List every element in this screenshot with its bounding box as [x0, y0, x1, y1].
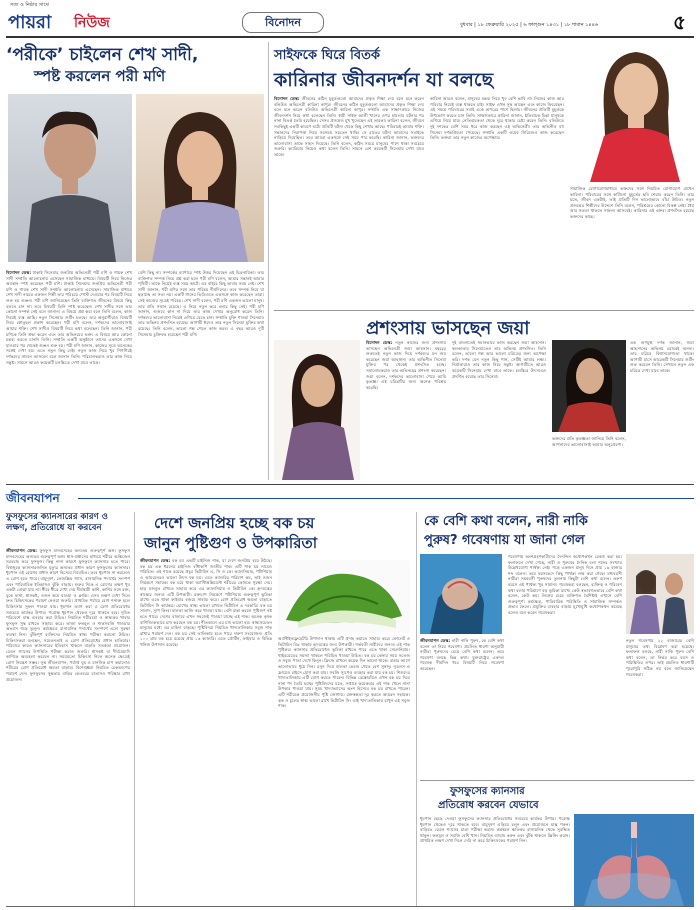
photo-pori-moni	[136, 94, 264, 262]
lead: নারী নাকি পুরুষ, কে বেশি কথা বলেন তা নিয়ে গবেষণা।	[420, 638, 504, 649]
headline-line-1: দেশে জনপ্রিয় হচ্ছে বক চয়	[154, 514, 315, 532]
rule-below-kareena	[274, 310, 694, 311]
lead: নতুন কাজের জন্য প্রশংসায় ভাসছেন অভিনেত্রী জয়া আহসান।	[366, 340, 446, 351]
side-lead: বেশি কিছু না।	[138, 270, 162, 275]
column-divider	[134, 512, 135, 906]
story6-body-col3: নতুন গবেষণায় ২২ হাজারের বেশি মানুষের তথ্য বিশ্লেষণ করা হয়েছে। ফলাফল বলছে, নারী নাকি পুরুষ বেশি কথা বলেন, তা নির্ভর করে বয়স ও পরিস্থিতির ওপর। তাই প্রচলিত ধারণাটি পুরোপুরি সঠিক নয় বলে জানিয়েছেন গবেষকরা।	[626, 638, 694, 677]
section-label: বিনোদন	[265, 16, 301, 29]
date-line: বুধবার | ১৮ ফেব্রুয়ারি ২০২৫ | ৬ ফাল্গুন ১৪৩১ | ১৮ শাবান ১৪৪৬	[460, 22, 599, 28]
lead: ঢাকাই সিনেমার জনপ্রিয় অভিনেত্রী পরী মণি ও গায়ক শেখ সাদী সম্প্রতি আলোচনায় এসেছেন সামাজিক মাধ্যমে। বিষয়টি নিয়ে নিজের অবস্থান স্পষ্ট করেছেন পরী মণি।	[6, 270, 132, 287]
section-label: জীবনযাপন	[6, 491, 60, 505]
headline: কারিনার জীবনদর্শন যা বলছে	[274, 69, 494, 91]
story3-body-col3: এক গুণমুগ্ধ দর্শক জানান, জয়া আহসানের অভিনয় বরাবরই অনন্য। তার চরিত্রে বিশ্বাসযোগ্যতা থাকে। আগামী মাসে আরেকটি সিনেমার শুটিং শুরু করবেন তিনি। সেখানে নতুন এক চরিত্রে দেখা যাবে তাকে।	[630, 340, 694, 373]
kicker: সাইফকে ঘিরে বিতর্ক	[274, 48, 380, 63]
brand-logo[interactable]	[8, 2, 128, 32]
headline-line-2: স্পষ্ট করলেন পরী মণি	[34, 67, 166, 85]
brand-main: পায়রা	[8, 12, 52, 33]
story-pori-moni	[6, 42, 264, 480]
quote: সম্পর্কের ব্যাপারে স্পষ্ট উত্তর দিয়েছেন এই চিত্রনায়িকা।	[162, 270, 256, 275]
story-lung-cancer	[6, 512, 130, 906]
masthead-rule	[6, 36, 694, 38]
headline: প্রশংসায় ভাসছেন জয়া	[366, 318, 530, 339]
lead: বক চয় একটি চাইনিজ শাক, যা দেশে জনপ্রিয় হয়ে উঠছে।	[172, 558, 272, 563]
photo-couple-talking	[626, 554, 694, 634]
story3-body-col2: দুই বাংলাতেই সমানভাবে কাজ করছেন জয়া আহসান। কলকাতার সিনেমাতেও তার অভিনয় প্রশংসিত। তিনি বলেন, ভালো গল্প আর ভালো চরিত্রের জন্য অপেক্ষা করি। দর্শক যেন নতুন কিছু পান, সেটিই আমার লক্ষ্য। নির্মাতারাও তার কাজ নিয়ে সন্তুষ্ট। আগামীতে আরও কয়েকটি সিনেমায় দেখা যাবে তাকে। চলচ্চিত্র উৎসবেও প্রদর্শিত হয়েছে তার সিনেমা।	[452, 340, 546, 379]
story2-body-col2: কারিনা আরও বলেন, মানুষের মন্তব্য নিয়ে খুব বেশি ভাবি না। নিজের কাজ আর পরিবার নিয়েই ব্যস্ত থাকতে চাই। সাইফ এখন সুস্থ আছেন এবং কাজে ফিরেছেন। এই সময়ে পরিবারের সবাই একে অপরের পাশে ছিলাম। জীবনের প্রতিটি মুহূর্তকে উপভোগ করতে চান তিনি। সাক্ষাৎকারে কারিনা জানান, ইতিবাচক চিন্তা মানুষকে এগিয়ে নিয়ে যায়। নেতিবাচকতা থেকে দূরে থাকার চেষ্টা করেন তিনি। বলিউডে দুই দশকের বেশি সময় ধরে কাজ করছেন এই অভিনেত্রী। তার অভিনীত বহু সিনেমা দর্শকপ্রিয়তা পেয়েছে। সম্প্রতি একটি ওয়েব সিরিজেও কাজ করেছেন তিনি। ভক্তরা তার নতুন কাজের অপেক্ষায়।	[430, 96, 564, 141]
byline: বিনোদন ডেস্ক:	[6, 270, 31, 275]
story3-body-col1: বিনোদন ডেস্ক: নতুন কাজের জন্য প্রশংসায় ভাসছেন অভিনেত্রী জয়া আহসান। বছরের শুরুতেই নতুন কাজ দিয়ে দর্শকদের মন জয় করেছেন জয়া আহসান। তার অভিনীত সিনেমা মুক্তির পর থেকেই প্রশংসিত হচ্ছে। সমালোচকরাও তার অভিনয়ের প্রশংসা করেছেন। জয়া বলেন, দর্শকদের ভালোবাসা পেয়ে আমি কৃতজ্ঞ। এই চরিত্রটির জন্য অনেক পরিশ্রম করেছি।	[366, 340, 446, 390]
story-lung-cancer-prevention	[420, 784, 694, 906]
story1-body-col2: বেশি কিছু না। সম্পর্কের ব্যাপারে স্পষ্ট উত্তর দিয়েছেন এই চিত্রনায়িকা। তার ব্যক্তিগত সম্পর্ক নিয়ে প্রশ্ন করা হলে পরী মণি বলেন, আমার সন্তানই আমার পৃথিবী। তাকে নিয়েই ব্যস্ত সময় কাটে। এর বাইরে কিছু ভাবার সময় নেই। শেখ সাদী জানান, পরী মণির সঙ্গে তার পরিচয় দীর্ঘদিনের। তবে সম্পর্ক নিয়ে যা ছড়াচ্ছে তা সত্য নয়। একটি গানের ভিডিওতে একসঙ্গে কাজ করেছেন তারা। সেই কাজের সূত্রেই পরিচয়। শেখ সাদী বলেন, পরী মণি একজন ভালো মানুষ। তার প্রতি সম্মান রয়েছে। এ নিয়ে নতুন করে বলার কিছু নেই। পরী মণি জানান, গুজবে কান না দিয়ে তার কাজ দেখার অনুরোধ করেন তিনি। দর্শকদের ভালোবাসা নিয়েই এগিয়ে যেতে চান। সম্প্রতি মুক্তি পাওয়া সিনেমায় তার অভিনয় প্রশংসিত হয়েছে। আগামী ঈদেও তার নতুন সিনেমা মুক্তির কথা রয়েছে। তিনি বলেন, ভালো গল্প পেলে কাজ করব। এ বছর আরও দুটি সিনেমায় চুক্তিবদ্ধ হয়েছেন পরী মণি।	[138, 270, 264, 337]
photo-kareena	[570, 42, 694, 182]
story1-body-col1: বিনোদন ডেস্ক: ঢাকাই সিনেমার জনপ্রিয় অভিনেত্রী পরী মণি ও গায়ক শেখ সাদী সম্প্রতি আলোচনায় এসেছেন সামাজিক মাধ্যমে। বিষয়টি নিয়ে নিজের অবস্থান স্পষ্ট করেছেন পরী মণি। ঢাকাই সিনেমার জনপ্রিয় অভিনেত্রী পরী মণি ও গায়ক শেখ সাদী সম্প্রতি আলোচনায় এসেছেন। সামাজিক মাধ্যমে শেখ সাদী নামের একজন শিল্পী তার পরিচয়ে পোস্ট দেওয়ার পর বিষয়টি নিয়ে শুরু হয় গুঞ্জন। পরী মণি জানিয়েছেন তিনি ব্যক্তিগত জীবনের বিষয়ে কিছু বলতে চান না। তবে বিষয়টি তিনি স্পষ্ট করেছেন। শেখ সাদীর সঙ্গে তার কোনো সম্পর্ক নেই বলে জানান। এ বিষয়ে প্রশ্ন করা হলে তিনি বলেন, কাজ নিয়েই ব্যস্ত আছি। নতুন সিনেমার শুটিং চলছে। তার অনুরাগীরাও বিষয়টি নিয়ে কৌতূহল প্রকাশ করেছেন। পরী মণি বলেন, দর্শকদের ভালোবাসাই আমার শক্তি। শেখ সাদীও বিষয়টি নিয়ে কথা বলেছেন। তিনি জানান, পরী মণিকে তিনি শ্রদ্ধা করেন এবং তার অভিনয়ের ভক্ত। এ বিষয়ে আর কোনো মন্তব্য করতে চাননি তিনি। সম্প্রতি একটি অনুষ্ঠানে তাদের একসঙ্গে দেখা যাওয়ার পর থেকেই গুঞ্জন শুরু হয়। পরী মণি জানান, কাজের সূত্রে অনেকের সঙ্গেই দেখা হয়। এতে নতুন কিছু নেই। নতুন কাজ নিয়ে খুব শিগগিরই দর্শকদের সামনে আসবেন বলে জানান তিনি। পরিচালকরাও তার কাজ নিয়ে সন্তুষ্ট। সামনে আরও কয়েকটি চলচ্চিত্রে দেখা যাবে তাকে।	[6, 270, 132, 365]
story5-body-col1: জীবনযাপন ডেস্ক: বক চয় একটি চাইনিজ শাক, যা দেশে জনপ্রিয় হয়ে উঠছে। বক চয় এক ধরনের চাইনিজ বাঁধাকপি জাতীয় শাক। এটি পাক চয় নামেও পরিচিত। এই শাকে রয়েছে প্রচুর ভিটামিন এ, সি ও কে। ক্যালসিয়াম, পটাশিয়াম ও আয়রনেরও ভালো উৎস বক চয়। এতে ক্যালরির পরিমাণ কম, তাই ওজন নিয়ন্ত্রণে সহায়ক। বক চয়ে থাকা অ্যান্টিঅক্সিডেন্ট শরীরের কোষকে সুরক্ষা দেয়। হাড় মজবুত রাখতে সাহায্য করে এর ক্যালসিয়াম ও ভিটামিন কে। হৃদযন্ত্রের স্বাস্থ্যের জন্যও এটি উপকারী। রক্তচাপ নিয়ন্ত্রণে পটাশিয়াম গুরুত্বপূর্ণ ভূমিকা রাখে। এতে থাকা ফাইবার হজমে সাহায্য করে। রোগ প্রতিরোধ ক্ষমতা বাড়াতে ভিটামিন সি কার্যকর। চোখের স্বাস্থ্য ভালো রাখতে ভিটামিন এ দরকারি। বক চয় সালাদ, স্যুপ কিংবা হালকা ভাজি করে খাওয়া যায়। বেশি রান্না করলে পুষ্টিগুণ নষ্ট হতে পারে। দেশের বাজারে এখন সহজেই পাওয়া যাচ্ছে এই শাক। অনেক কৃষক বাণিজ্যিকভাবে চাষ করছেন বক চয়। শীতকালে এর চাষ ভালো হয়। স্বাস্থ্যসচেতন মানুষের মধ্যে এর চাহিদা বাড়ছে। পুষ্টিবিদরা নিয়মিত খাদ্যতালিকায় সবুজ শাক রাখার পরামর্শ দেন। বক চয় সেই তালিকায় হতে পারে দারুণ সংযোজন। প্রতি ১০০ গ্রাম বক চয়ে রয়েছে প্রায় ১৩ ক্যালরি। এতে প্রোটিন, ফাইবার ও বিভিন্ন খনিজ উপাদান রয়েছে।	[140, 558, 272, 647]
photo-brain-illustration	[420, 554, 502, 634]
headline: ফুসফুসের ক্যানসারের কারণ ও লক্ষণ, প্রতিরোধে যা করবেন	[6, 512, 108, 533]
photo-jaya-right	[552, 340, 626, 432]
headline-line-1: ‘পরীকে’ চাইলেন শেখ সাদী,	[6, 45, 199, 65]
story2-body-col1: বিনোদন ডেস্ক: জীবনের কঠিন মুহূর্তগুলো আমাদের প্রকৃত শিক্ষা দেয় বলে মনে করেন বলিউড অভিনেত্রী কারিনা কাপুর। জীবনের কঠিন মুহূর্তগুলো আমাদের প্রকৃত শিক্ষা দেয় বলে মনে করেন বলিউড অভিনেত্রী কারিনা কাপুর। সম্প্রতি এক সাক্ষাৎকারে নিজের জীবনদর্শন নিয়ে কথা বলেছেন তিনি। স্বামী সাইফ আলী খানের ওপর হামলার ঘটনার পর নানা বিতর্ক তৈরি হয়েছিল। সেসব প্রসঙ্গেও মুখ খুলেছেন এই তারকা। কারিনা বলেন, জীবনে সবকিছুই একটি কারণে ঘটে। প্রতিটি ঘটনা থেকে কিছু শেখার আছে। পরিবারই আমার শক্তি। সন্তানদের নিরাপত্তা নিয়ে সবসময় সচেতন থাকি। সে রাতের ঘটনা আমাদের সবাইকে নাড়িয়ে দিয়েছিল। তবে আমরা একসঙ্গে সেই সময় পার করেছি। কারিনা জানান, ভক্তদের ভালোবাসা তাকে সাহস দিয়েছে। তিনি বলেন, কঠিন সময়ে মানুষের পাশে থাকা সবচেয়ে জরুরি। ক্যারিয়ার নিয়েও কথা বলেন তিনি। সামনে বেশ কয়েকটি সিনেমায় দেখা যাবে তাকে।	[274, 96, 424, 157]
story-kareena	[274, 42, 694, 307]
lifestyle-rule	[78, 498, 694, 499]
brand-sub: নিউজ	[74, 15, 110, 31]
column-divider	[268, 42, 269, 480]
headline-line-1: ফুসফুসের ক্যানসার	[450, 786, 525, 797]
masthead	[0, 0, 700, 36]
headline-line-1: কে বেশি কথা বলেন, নারী নাকি	[424, 514, 588, 529]
photo-lungs-illustration	[574, 814, 694, 906]
headline-line-2: জানুন পুষ্টিগুণ ও উপকারিতা	[144, 534, 318, 552]
photo-sheikh-sadi	[8, 94, 132, 262]
story5-body-col2: অ্যান্টিইনফ্লেমেটরি উপাদান থাকায় এটি প্রদাহ কমাতে সাহায্য করে। ফোলেট ও ভিটামিন বি৬ থাকায় হৃদযন্ত্রের জন্য উপকারী। গর্ভবতী নারীদের জন্যও এই শাক পুষ্টিকর। ক্যানসার প্রতিরোধেও ভূমিকা রাখতে পারে এতে থাকা সেলেনিয়াম। থাইরয়েডের সমস্যা থাকলে পরিমিত খাওয়া উচিত। বক চয় কেনার সময় সতেজ ও সবুজ পাতা দেখে কিনুন। ফ্রিজে রাখলে কয়েক দিন ভালো থাকে। রান্নার আগে ভালোভাবে ধুয়ে নিন। রসুন দিয়ে হালকা ভেজে খেতে বেশ সুস্বাদু। নুডলস ও ফ্রায়েড রাইসে যোগ করা যায়। সবজি স্যুপেও ব্যবহার করা যায় বক চয়। শিশুদের খাদ্যতালিকায় এটি যোগ করতে পারেন। বিভিন্ন রেস্তোরাঁয়ও এখন বক চয় দিয়ে নানা পদ তৈরি হচ্ছে। পুষ্টিবিদদের মতে, সপ্তাহে কয়েকবার এই শাক খেলে নানা উপকার পাওয়া যায়। সুষম খাদ্যাভ্যাসের অংশ হিসেবে বক চয় রাখতে পারেন। এটি শরীরকে প্রয়োজনীয় পুষ্টি জোগায়। রক্তস্বল্পতা দূর করতে আয়রন সহায়ক। ত্বক ও চুলের স্বাস্থ্য ভালো রাখে ভিটামিন সি। তাই খাদ্যতালিকায় রাখুন এই সবুজ শাক।	[278, 636, 410, 709]
story7-body: ধূমপান ছেড়ে দেওয়া ফুসফুসের ক্যানসার প্রতিরোধের সবচেয়ে কার্যকর উপায়। পরোক্ষ ধূমপান থেকেও দূরে থাকতে হবে। বায়ুদূষণ এড়িয়ে চলুন এবং প্রয়োজনে মাস্ক পরুন। বাড়িতে রেডন গ্যাসের মাত্রা পরীক্ষা করান। কর্মস্থলে ক্ষতিকর রাসায়নিক থেকে সুরক্ষিত থাকুন। ফলমূল ও সবজি বেশি খান। নিয়মিত ব্যায়াম করুন এবং ঝুঁকি থাকলে স্ক্রিনিং করান। প্রাথমিক লক্ষণ দেখা দিলে দেরি না করে চিকিৎসকের পরামর্শ নিন।	[420, 816, 570, 844]
story3-body-col4: ভক্তদের প্রতি কৃতজ্ঞতা জানিয়ে তিনি বলেন, আপনাদের ভালোবাসাই আমার অনুপ্রেরণা।	[552, 436, 626, 447]
column-divider	[416, 512, 417, 906]
byline: জীবনযাপন ডেস্ক:	[140, 558, 171, 563]
lead: ফুসফুস মানবদেহের অন্যতম গুরুত্বপূর্ণ অঙ্গ।	[39, 548, 116, 553]
byline: বিনোদন ডেস্ক:	[366, 340, 393, 345]
photo-jaya-left	[274, 340, 360, 480]
story-jaya	[274, 314, 694, 480]
lead: জীবনের কঠিন মুহূর্তগুলো আমাদের প্রকৃত শিক্ষা দেয় বলে মনে করেন বলিউড অভিনেত্রী কারিনা কাপুর।	[274, 96, 424, 107]
story6-body-col2: গবেষণায় অংশগ্রহণকারীদের দৈনন্দিন কথোপকথন রেকর্ড করা হয়। ফলাফলে দেখা গেছে, নারী ও পুরুষের দৈনিক বলা শব্দের সংখ্যায় উল্লেখযোগ্য পার্থক্য নেই। গড়ে একজন মানুষ দিনে প্রায় ১৬ হাজার শব্দ বলেন। তবে বয়সভেদে কিছু পার্থক্য লক্ষ করা গেছে। মধ্যবয়সী নারীরা সমবয়সী পুরুষদের তুলনায় কিছুটা বেশি কথা বলেন। তরুণ বয়সে এই পার্থক্য খুব সামান্য। গবেষকরা বলছেন, ব্যক্তিত্ব ও পরিবেশ কথা বলার পরিমাণে বড় ভূমিকা রাখে। কেউ স্বভাবগতভাবে বেশি কথা বলেন, কেউ কম। লিঙ্গের চেয়ে ব্যক্তিগত বৈশিষ্ট্যই এখানে বেশি গুরুত্বপূর্ণ। কর্মক্ষেত্র, পারিবারিক পরিস্থিতি ও সামাজিক সম্পর্কও প্রভাব ফেলে। প্রযুক্তির ব্যবহার বাড়ায় মুখোমুখি কথোপকথন কমেছে বলেও মনে করেন গবেষকরা।	[508, 554, 622, 615]
story4-body: জীবনযাপন ডেস্ক: ফুসফুস মানবদেহের অন্যতম গুরুত্বপূর্ণ অঙ্গ। ফুসফুস মানবদেহের অন্যতম গুরুত্বপূর্ণ অঙ্গ। শ্বাস-প্রশ্বাসের মাধ্যমে শরীরে অক্সিজেন সরবরাহ করে ফুসফুস। কিন্তু নানা কারণে ফুসফুসে ক্যানসার হতে পারে। বিশ্বজুড়ে ক্যানসারজনিত মৃত্যুর অন্যতম প্রধান কারণ ফুসফুসের ক্যানসার। ধূমপান এই রোগের প্রধান কারণ হিসেবে বিবেচিত। তবে ধূমপান না করলেও এ রোগ হতে পারে। বায়ুদূষণ, তেজস্ক্রিয় গ্যাস, রাসায়নিক পদার্থের সংস্পর্শ এবং পারিবারিক ইতিহাসও ঝুঁকি বাড়ায়। শুরুর দিকে এ রোগের লক্ষণ খুব একটা বোঝা যায় না। ধীরে ধীরে দেখা দেয় দীর্ঘস্থায়ী কাশি, কাশির সঙ্গে রক্ত, বুকে ব্যথা, শ্বাসকষ্ট, ওজন কমে যাওয়া ও ক্লান্তি। এসব লক্ষণ দেখা দিলে দ্রুত চিকিৎসকের পরামর্শ নেওয়া জরুরি। প্রাথমিক পর্যায়ে রোগ শনাক্ত হলে চিকিৎসায় সুফল পাওয়া যায়। ধূমপান ত্যাগ করা এ রোগ প্রতিরোধের সবচেয়ে কার্যকর উপায়। পরোক্ষ ধূমপান থেকেও দূরে থাকতে হবে। দূষিত পরিবেশে মাস্ক ব্যবহার করা উচিত। নিয়মিত শরীরচর্চা ও স্বাস্থ্যকর খাবার ফুসফুস সুস্থ রাখতে সাহায্য করে। তাজা ফলমূল ও শাকসবজি খাওয়ার অভ্যাস গড়ে তুলুন। কর্মক্ষেত্রে রাসায়নিক পদার্থের সংস্পর্শে এলে সুরক্ষা ব্যবস্থা নিন। ঝুঁকিপূর্ণ ব্যক্তিদের নিয়মিত স্বাস্থ্য পরীক্ষা করানো উচিত। চিকিৎসকরা বলছেন, সচেতনতাই এ রোগ প্রতিরোধের প্রধান হাতিয়ার। পরিবারে কারও ক্যানসারের ইতিহাস থাকলে বাড়তি সতর্কতা প্রয়োজন। রেডন গ্যাসের উপস্থিতি পরীক্ষা করাও জরুরি। শ্বাসকষ্ট বা দীর্ঘমেয়াদি কাশিকে অবহেলা করবেন না। সময়মতো চিকিৎসা নিলে অনেক ক্ষেত্রেই রোগ নিয়ন্ত্রণ সম্ভব। সুস্থ জীবনযাপন, পর্যাপ্ত ঘুম ও মানসিক চাপ কমানোও শরীরের রোগ প্রতিরোধ ক্ষমতা বাড়ায়। বিশেষজ্ঞরা নিয়মিত চেকআপের পরামর্শ দেন। ফুসফুসের সুস্থতায় বাড়ির ভেতরের বাতাসও পরিষ্কার রাখা প্রয়োজন।	[6, 548, 130, 682]
story2-body-col3: সামাজিক যোগাযোগমাধ্যমে ভক্তদের সঙ্গে নিয়মিত যোগাযোগ রাখেন কারিনা। পরিবারের সঙ্গে কাটানো মুহূর্তের ছবি শেয়ার করেন তিনি। তার মতে, জীবন একটাই, তাই প্রতিটি দিন ভালোভাবে বাঁচা উচিত। নতুন প্রজন্মের শিল্পীদের উদ্দেশে তিনি বলেন, পরিশ্রমের কোনো বিকল্প নেই। ধৈর্য আর সততা থাকলে সাফল্য আসবেই। কারিনার এই বক্তব্য প্রশংসিত হয়েছে ভক্তদের কাছে।	[570, 186, 694, 219]
story-bok-choy	[140, 512, 412, 906]
story6-body-col1: জীবনযাপন ডেস্ক: নারী নাকি পুরুষ, কে বেশি কথা বলেন তা নিয়ে গবেষণা। প্রচলিত ধারণা অনুযায়ী নারীরা পুরুষদের চেয়ে বেশি কথা বলেন। তবে গবেষণা বলছে ভিন্ন কথা। যুক্তরাষ্ট্রের একদল গবেষক দীর্ঘদিন ধরে বিষয়টি নিয়ে গবেষণা করেছেন।	[420, 638, 504, 671]
headline-line-2: পুরুষ? গবেষণায় যা জানা গেল	[424, 533, 585, 548]
lifestyle-section-tab[interactable]	[6, 488, 76, 508]
rule-above-prevention	[420, 780, 694, 781]
byline: জীবনযাপন ডেস্ক:	[6, 548, 37, 553]
page-number: ৫	[673, 10, 686, 34]
section-tab-entertainment[interactable]	[242, 12, 324, 33]
brand-tagline: সত্য ও নিষ্ঠার সাথে	[10, 2, 49, 8]
story-who-talks-more	[420, 512, 694, 778]
page-bottom-rule	[6, 906, 694, 907]
byline: জীবনযাপন ডেস্ক:	[420, 638, 451, 643]
photo-bok-choy	[278, 560, 410, 632]
byline: বিনোদন ডেস্ক:	[274, 96, 300, 101]
rule-above-lifestyle	[6, 484, 694, 485]
headline-line-2: প্রতিরোধ করবেন যেভাবে	[438, 800, 539, 811]
